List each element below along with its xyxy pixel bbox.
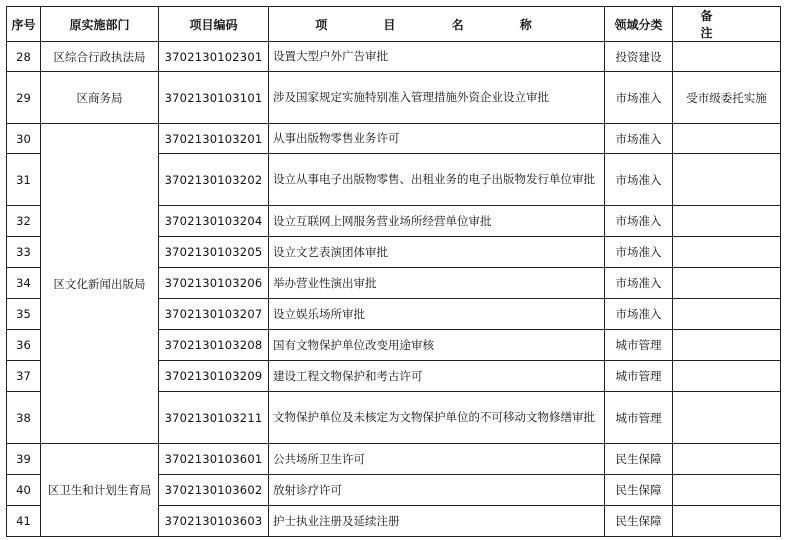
row-field: 城市管理	[605, 392, 673, 444]
row-field: 民生保障	[605, 444, 673, 475]
row-name: 举办营业性演出审批	[269, 268, 605, 299]
row-code: 3702130103602	[159, 475, 269, 506]
row-code: 3702130103206	[159, 268, 269, 299]
table-row	[7, 72, 781, 124]
row-code: 3702130103101	[159, 72, 269, 124]
row-code: 3702130103205	[159, 237, 269, 268]
row-field: 市场准入	[605, 72, 673, 124]
row-field: 城市管理	[605, 330, 673, 361]
row-dept-merged: 区卫生和计划生育局	[41, 444, 159, 537]
row-no: 41	[7, 506, 41, 537]
row-field: 市场准入	[605, 268, 673, 299]
row-code: 3702130103603	[159, 506, 269, 537]
row-dept: 区商务局	[41, 72, 159, 124]
row-no: 37	[7, 361, 41, 392]
row-code: 3702130103208	[159, 330, 269, 361]
row-code: 3702130103209	[159, 361, 269, 392]
row-code: 3702130103201	[159, 124, 269, 154]
row-no: 36	[7, 330, 41, 361]
row-note	[673, 330, 781, 361]
row-note	[673, 237, 781, 268]
row-no: 39	[7, 444, 41, 475]
header-field: 领域分类	[605, 7, 673, 42]
row-field: 城市管理	[605, 361, 673, 392]
row-field: 投资建设	[605, 42, 673, 72]
row-no: 34	[7, 268, 41, 299]
row-no: 38	[7, 392, 41, 444]
row-field: 市场准入	[605, 124, 673, 154]
row-name: 建设工程文物保护和考古许可	[269, 361, 605, 392]
table-row	[7, 124, 781, 154]
row-code: 3702130103202	[159, 154, 269, 206]
row-no: 28	[7, 42, 41, 72]
row-note	[673, 206, 781, 237]
row-note	[673, 506, 781, 537]
row-note	[673, 444, 781, 475]
row-name: 文物保护单位及未核定为文物保护单位的不可移动文物修缮审批	[269, 392, 605, 444]
row-name: 设立文艺表演团体审批	[269, 237, 605, 268]
row-note	[673, 42, 781, 72]
row-note	[673, 268, 781, 299]
row-note	[673, 392, 781, 444]
header-code: 项目编码	[159, 7, 269, 42]
row-field: 市场准入	[605, 299, 673, 330]
header-row	[7, 7, 781, 42]
row-note	[673, 361, 781, 392]
row-code: 3702130103207	[159, 299, 269, 330]
row-dept-merged: 区文化新闻出版局	[41, 124, 159, 444]
row-name: 放射诊疗许可	[269, 475, 605, 506]
row-name: 设立从事电子出版物零售、出租业务的电子出版物发行单位审批	[269, 154, 605, 206]
row-name: 设立娱乐场所审批	[269, 299, 605, 330]
row-dept: 区综合行政执法局	[41, 42, 159, 72]
header-name: 项 目 名 称	[269, 7, 605, 42]
row-note	[673, 154, 781, 206]
row-field: 民生保障	[605, 475, 673, 506]
row-note: 受市级委托实施	[673, 72, 781, 124]
row-note	[673, 475, 781, 506]
row-code: 3702130103601	[159, 444, 269, 475]
row-name: 国有文物保护单位改变用途审核	[269, 330, 605, 361]
row-field: 市场准入	[605, 206, 673, 237]
row-code: 3702130102301	[159, 42, 269, 72]
row-no: 33	[7, 237, 41, 268]
row-name: 从事出版物零售业务许可	[269, 124, 605, 154]
header-note: 备 注	[673, 7, 781, 42]
approval-items-table	[6, 6, 781, 537]
row-name: 设立互联网上网服务营业场所经营单位审批	[269, 206, 605, 237]
row-code: 3702130103211	[159, 392, 269, 444]
row-name: 涉及国家规定实施特别准入管理措施外资企业设立审批	[269, 72, 605, 124]
row-no: 35	[7, 299, 41, 330]
row-code: 3702130103204	[159, 206, 269, 237]
table-row	[7, 444, 781, 475]
header-no: 序号	[7, 7, 41, 42]
row-no: 29	[7, 72, 41, 124]
row-name: 公共场所卫生许可	[269, 444, 605, 475]
row-field: 民生保障	[605, 506, 673, 537]
row-no: 31	[7, 154, 41, 206]
table-row	[7, 42, 781, 72]
row-name: 设置大型户外广告审批	[269, 42, 605, 72]
row-name: 护士执业注册及延续注册	[269, 506, 605, 537]
row-field: 市场准入	[605, 154, 673, 206]
row-note	[673, 299, 781, 330]
row-no: 32	[7, 206, 41, 237]
row-no: 40	[7, 475, 41, 506]
header-dept: 原实施部门	[41, 7, 159, 42]
row-no: 30	[7, 124, 41, 154]
row-note	[673, 124, 781, 154]
row-field: 市场准入	[605, 237, 673, 268]
